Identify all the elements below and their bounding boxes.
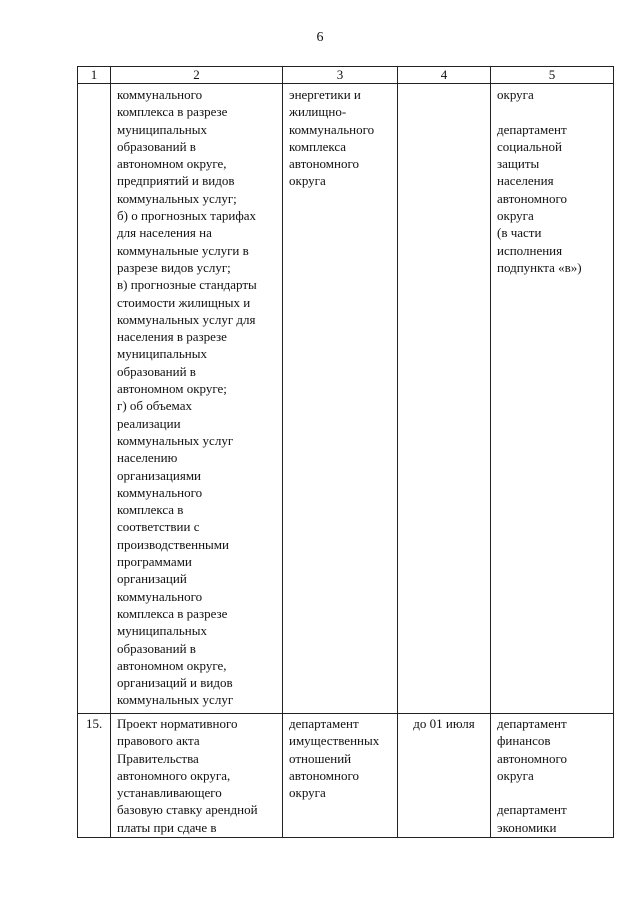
text-line: населению — [117, 450, 178, 466]
text-line: экономики — [497, 819, 557, 835]
text-line: округа — [289, 785, 326, 801]
text-line: комплекса в — [117, 502, 184, 518]
table-row — [78, 714, 614, 838]
text-line: округа — [497, 208, 534, 224]
text-line: разрезе видов услуг; — [117, 259, 231, 275]
text-line: в) прогнозные стандарты — [117, 277, 257, 293]
text-line: департамент — [289, 716, 359, 731]
header-cell-5: 5 — [491, 67, 614, 84]
text-line: автономного округа, — [117, 767, 231, 783]
text-line: коммунальных услуг для — [117, 311, 256, 327]
text-line: социальной — [497, 138, 562, 154]
text-line: имущественных — [289, 733, 380, 749]
text-line: организаций и видов — [117, 675, 233, 691]
text-line: коммунальных услуг; — [117, 190, 237, 206]
text-line: правового акта — [117, 733, 200, 749]
deadline-cell: до 01 июля — [398, 714, 491, 838]
text-line: стоимости жилищных и — [117, 294, 251, 310]
header-cell-2: 2 — [111, 67, 283, 84]
text-line: комплекса в разрезе — [117, 104, 228, 120]
text-line: коммунального — [289, 121, 375, 137]
text-line: коммунального — [117, 588, 203, 604]
text-line: автономном округе, — [117, 657, 227, 673]
text-line: округа — [497, 87, 534, 102]
table-row — [78, 84, 614, 714]
text-line: защиты — [497, 156, 540, 172]
text-line: населения в разрезе — [117, 329, 227, 345]
text-line: устанавливающего — [117, 785, 222, 801]
coexecutor-cell — [491, 84, 614, 714]
text-line: отношений — [289, 750, 352, 766]
text-line: муниципальных — [117, 121, 208, 137]
text-line: автономного — [497, 750, 567, 766]
text-line: комплекса — [289, 138, 347, 154]
text-line: б) о прогнозных тарифах — [117, 208, 257, 224]
text-line: организациями — [117, 467, 201, 483]
text-line: Проект нормативного — [117, 716, 238, 731]
text-line: автономном округе, — [117, 156, 227, 172]
coexecutor-group — [497, 715, 607, 784]
text-line: для населения на — [117, 225, 212, 241]
text-line: автономного — [289, 156, 359, 172]
text-line: комплекса в разрезе — [117, 605, 228, 621]
text-line: образований в — [117, 138, 196, 154]
text-line: соответствии с — [117, 519, 200, 535]
coexecutor-cell — [491, 714, 614, 838]
text-line: коммунальных услуг — [117, 692, 234, 708]
text-line: программами — [117, 554, 192, 570]
text-line: департамент — [497, 121, 567, 137]
text-line: реализации — [117, 415, 181, 431]
header-cell-1: 1 — [78, 67, 111, 84]
coexecutor-group — [497, 121, 607, 277]
text-line: автономном округе; — [117, 381, 227, 397]
text-line: Правительства — [117, 750, 199, 766]
responsible-cell — [283, 84, 398, 714]
text-line: подпункта «в») — [497, 259, 582, 275]
text-line: населения — [497, 173, 554, 189]
text-line: базовую ставку арендной — [117, 802, 258, 818]
text-line: коммунального — [117, 87, 203, 102]
text-line: исполнения — [497, 242, 563, 258]
text-line: округа — [289, 173, 326, 189]
text-line: энергетики и — [289, 87, 361, 102]
text-line: департамент — [497, 716, 567, 731]
text-line: автономного — [289, 767, 359, 783]
text-line: производственными — [117, 536, 229, 552]
text-line: образований в — [117, 363, 196, 379]
row-number-cell — [78, 84, 111, 714]
text-line: коммунального — [117, 484, 203, 500]
text-line: финансов — [497, 733, 551, 749]
table-header-row — [78, 67, 614, 84]
text-line: округа — [497, 767, 534, 783]
deadline-cell — [398, 84, 491, 714]
coexecutor-group — [497, 801, 607, 836]
coexecutor-group — [497, 86, 607, 103]
text-line: образований в — [117, 640, 196, 656]
text-line: жилищно- — [289, 104, 347, 120]
text-line: организаций — [117, 571, 187, 587]
header-cell-4: 4 — [398, 67, 491, 84]
text-line: предприятий и видов — [117, 173, 235, 189]
page-number: 6 — [316, 30, 324, 45]
text-line: коммунальные услуги в — [117, 242, 249, 258]
row-number-cell: 15. — [78, 714, 111, 838]
description-cell — [111, 84, 283, 714]
text-line: (в части — [497, 225, 542, 241]
text-line: департамент — [497, 802, 567, 818]
text-line: коммунальных услуг — [117, 432, 234, 448]
header-cell-3: 3 — [283, 67, 398, 84]
text-line: муниципальных — [117, 346, 208, 362]
description-cell — [111, 714, 283, 838]
text-line: платы при сдаче в — [117, 819, 217, 835]
responsible-cell — [283, 714, 398, 838]
text-line: автономного — [497, 190, 567, 206]
text-line: г) об объемах — [117, 398, 192, 414]
plan-table — [77, 66, 614, 838]
text-line: муниципальных — [117, 623, 208, 639]
